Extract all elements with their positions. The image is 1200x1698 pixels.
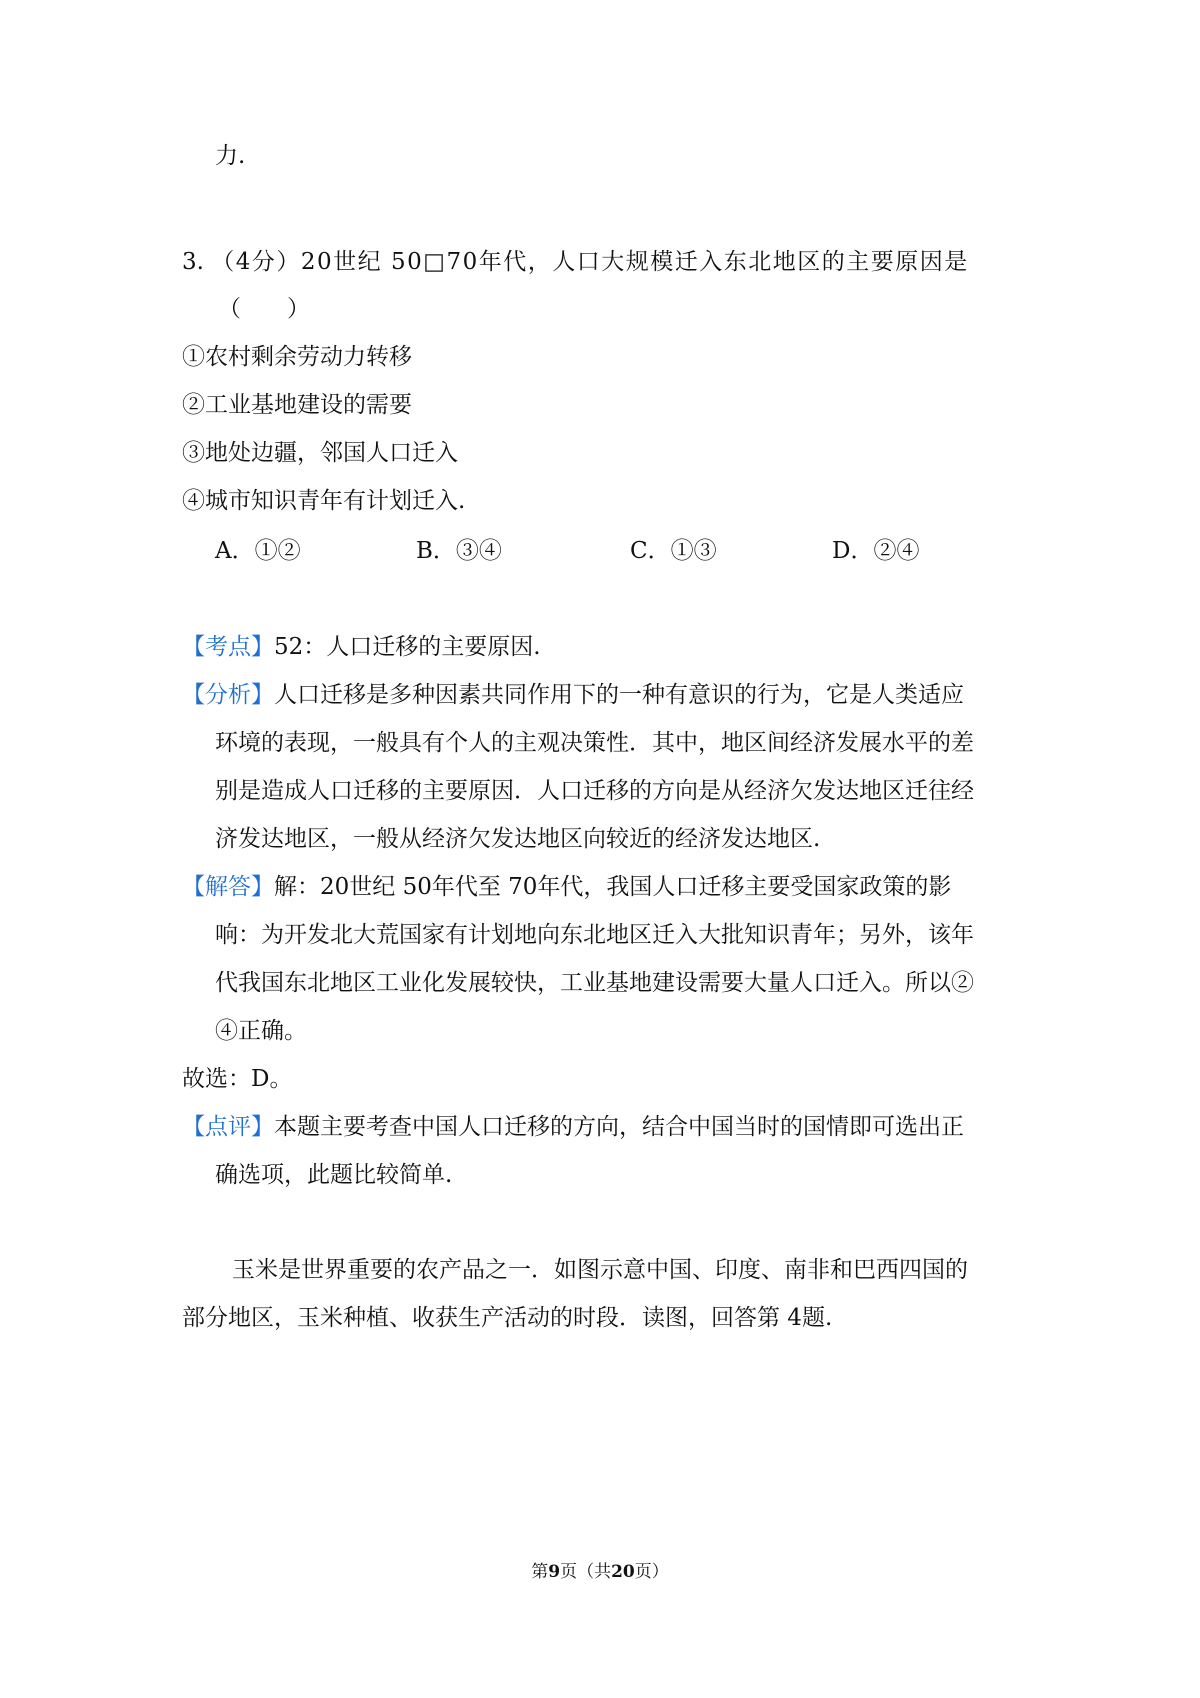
option-c-label: C． (630, 538, 671, 564)
continuation-text: 力. (215, 143, 246, 169)
fenxi-line-1 (182, 680, 964, 710)
option-d-label: D． (832, 538, 874, 564)
statement-3: ③地处边疆，邻国人口迁入 (182, 440, 458, 466)
footer-suffix: 页） (634, 1562, 669, 1582)
option-d (832, 536, 919, 566)
statement-1: ①农村剩余劳动力转移 (182, 344, 412, 370)
option-a-value: ①② (254, 538, 301, 564)
option-a (215, 536, 301, 566)
option-b-value: ③④ (455, 538, 502, 564)
option-b (416, 536, 502, 566)
question-stem-text: （4分）20世纪 50□70年代，人口大规模迁入东北地区的主要原因是 (211, 249, 969, 275)
intro-line-1: 玉米是世界重要的农产品之一．如图示意中国、印度、南非和巴西四国的 (232, 1257, 968, 1283)
kaodian-tag: 【考点】 (182, 634, 274, 660)
question-stem (182, 247, 969, 277)
jieda-line-3: 代我国东北地区工业化发展较快，工业基地建设需要大量人口迁入。所以② (215, 970, 974, 996)
option-d-value: ②④ (873, 538, 920, 564)
page-footer (0, 1561, 1200, 1583)
option-a-label: A． (215, 538, 255, 564)
footer-total-pages: 20 (611, 1562, 635, 1582)
jieda-line-1 (182, 872, 951, 902)
dianping-tag: 【点评】 (182, 1114, 274, 1140)
kaodian-text: 52：人口迁移的主要原因. (274, 634, 541, 660)
footer-middle: 页（共 (560, 1562, 612, 1582)
dianping-text-1: 本题主要考查中国人口迁移的方向，结合中国当时的国情即可选出正 (274, 1114, 964, 1140)
answer-line: 故选：D。 (182, 1066, 293, 1092)
option-b-label: B． (416, 538, 456, 564)
fenxi-line-3: 别是造成人口迁移的主要原因．人口迁移的方向是从经济欠发达地区迁往经 (215, 778, 974, 804)
footer-prefix: 第 (531, 1562, 549, 1582)
kaodian-line (182, 632, 541, 662)
jieda-line-2: 响：为开发北大荒国家有计划地向东北地区迁入大批知识青年；另外，该年 (215, 922, 974, 948)
fenxi-tag: 【分析】 (182, 682, 274, 708)
dianping-line-2: 确选项，此题比较简单. (215, 1162, 453, 1188)
jieda-line-4: ④正确。 (215, 1018, 307, 1044)
jieda-tag: 【解答】 (182, 874, 274, 900)
option-c (630, 536, 717, 566)
dianping-line-1 (182, 1112, 964, 1142)
fenxi-text-1: 人口迁移是多种因素共同作用下的一种有意识的行为，它是人类适应 (274, 682, 964, 708)
intro-line-2: 部分地区，玉米种植、收获生产活动的时段．读图，回答第 4题. (182, 1305, 833, 1331)
option-c-value: ①③ (670, 538, 717, 564)
fenxi-line-2: 环境的表现，一般具有个人的主观决策性．其中，地区间经济发展水平的差 (215, 730, 974, 756)
statement-2: ②工业基地建设的需要 (182, 392, 412, 418)
question-number: 3. (182, 249, 204, 275)
statement-4: ④城市知识青年有计划迁入. (182, 488, 466, 514)
fenxi-line-4: 济发达地区，一般从经济欠发达地区向较近的经济发达地区. (215, 826, 821, 852)
answer-blank: （ ） (218, 296, 310, 322)
jieda-text-1: 解：20世纪 50年代至 70年代，我国人口迁移主要受国家政策的影 (274, 874, 952, 900)
footer-page-number: 9 (548, 1562, 561, 1582)
